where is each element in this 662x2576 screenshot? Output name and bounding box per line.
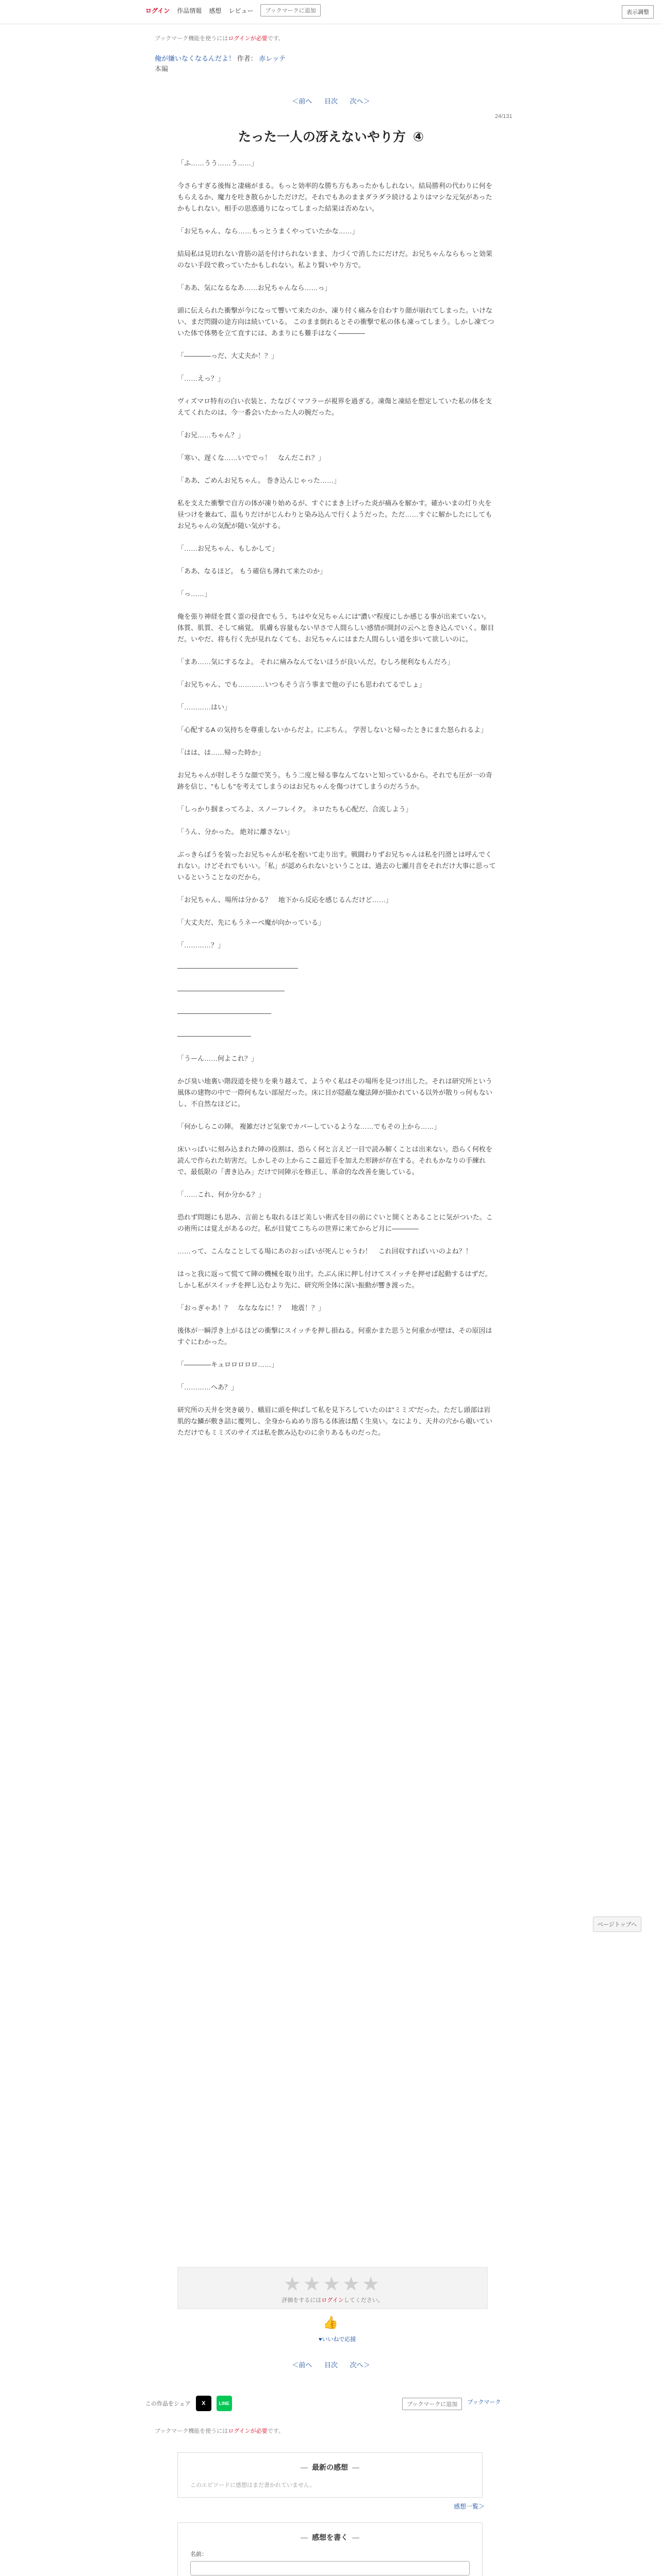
latest-impressions-title: — 最新の感想 — [178, 2453, 482, 2472]
body-paragraph: 「…………？」 [177, 941, 225, 949]
toc-link-bottom[interactable]: 目次 [324, 2361, 338, 2369]
bookmark-login-note-bottom [155, 2427, 284, 2435]
body-paragraph: 「お兄ちゃん、場所は分かる？ 地下から反応を感じるんだけど……」 [177, 896, 392, 904]
body-paragraph: 「――――キュロロロロロ……」 [177, 1361, 278, 1368]
body-paragraph: 「お兄ちゃん、なら……もっとうまくやっていたかな……」 [177, 227, 359, 235]
bookmark-note-suffix: です。 [267, 36, 284, 42]
top-bar [0, 0, 662, 24]
rating-stars[interactable]: ★★★★★ [283, 2274, 382, 2295]
thumbs-up-icon[interactable]: 👍 [323, 2316, 338, 2330]
chapter-title [155, 127, 507, 145]
body-paragraph: 「何かしらこの陣。 複雑だけど気象でカバーしているような……でもその上から……」 [177, 1123, 441, 1130]
page-top-button[interactable]: ページトップへ [593, 1917, 641, 1932]
chapter-tag: 本編 [155, 65, 169, 73]
series-title-link[interactable]: 俺が嫌いなくなるんだよ！ [155, 55, 236, 62]
top-nav [145, 4, 321, 16]
body-paragraph: 結局私は見切れない背筋の話を付けられないまま、力づくで消したにだけだ。お兄ちゃんならもっと効果のない手段で救っていたかもしれない。私より賢いやり方で。 [177, 250, 493, 269]
body-paragraph: 研究所の天井を突き破り、蛾眉に頭を伸ばして私を見下ろしていたのは"ミミズ"だった。ただし頭部は岩肌的な鱗が敷き詰に覆列し、全身からぬめり溶ちる体液は酷く生臭い。なにより、天井の穴から覗いていただけでもミミズのサイズは私を飲み込むのに余りあるものだった。 [177, 1406, 493, 1436]
display-settings-button[interactable]: 表示調整 [622, 5, 654, 19]
rating-note [178, 2296, 487, 2304]
body-paragraph: 「うん、分かった。 絶対に離さない」 [177, 828, 294, 836]
body-paragraph: 「っ……」 [177, 590, 211, 598]
body-paragraph: 「寒い、遅くな……いででっ！ なんだこれ？」 [177, 454, 325, 462]
chapter-number: ④ [412, 130, 424, 144]
body-paragraph: 「お兄……ちゃん？」 [177, 431, 245, 439]
body-paragraph: ―――――――――――――― [177, 1009, 271, 1017]
body-paragraph: ぶっきらぼうを装ったお兄ちゃんが私を抱いて走り出す。戦闘わりずお兄ちゃんは私を円滑とは呼んでくれない。けどそれでもいい。「私」が認められないということは、過去の七瀬月音をそれだけ大事に思っているということなのだから。 [177, 851, 496, 881]
body-paragraph: 「…………へあ？」 [177, 1383, 238, 1391]
rating-login-link[interactable]: ログイン [321, 2297, 344, 2303]
body-paragraph: 床いっぱいに刻み込まれた陣の役割は、恐らく何と言えど一目で読み解くことは出来ない。恐らく何枚を読んで作られた妨害だ。しかしその上からここ最近手を加えた形跡が存在する。それもかなりの手練れで、最低限の「書き込み」だけで同陣示を修正し、革命的な改善を施している。 [177, 1145, 493, 1176]
bookmark-row [402, 2398, 501, 2410]
body-paragraph: 「ああ、ごめんお兄ちゃん。 巻き込んじゃった……」 [177, 477, 340, 484]
bookmark-note-login-link-bottom[interactable]: ログインが必要 [228, 2428, 268, 2434]
author-label: 作者： [237, 55, 257, 62]
body-paragraph: 「心配するA の気持ちを尊重しないからだよ。にぶちん。 学習しないと帰ったときにまた怒られるよ」 [177, 726, 487, 734]
like-label[interactable]: ♥いいねで応援 [319, 2336, 356, 2343]
bookmark-login-note [155, 34, 284, 42]
body-paragraph: 今さらすぎる後悔と凄痛がまる。もっと効率的な勝ち方もあったかもしれない。結局勝利の代わりに何をもらえるか、魔力を吐き散らかしただけだ。それでもあのままダラダラ続けるよりはマシな元気があったかもしれない。相手の思惑通りになってしまった結果は否めない。 [177, 182, 492, 212]
bookmark-note-login-link[interactable]: ログインが必要 [228, 36, 268, 42]
bookmark-add-button-bottom[interactable]: ブックマークに追加 [402, 2398, 462, 2410]
body-paragraph: ヴィズマロ特有の白い衣装と、たなびくマフラーが視界を過ぎる。凍傷と凍結を想定していた私の体を支えてくれたのは、今一番会いたかった人の腕だった。 [177, 397, 492, 416]
body-paragraph: 「お兄ちゃん、でも…………いつもそう言う事まで他の子にも思われてるでしょ」 [177, 681, 426, 688]
prev-link-bottom[interactable]: ＜前へ [292, 2361, 312, 2369]
write-impression-title: — 感想を書く — [178, 2523, 482, 2543]
toc-link[interactable]: 目次 [324, 97, 338, 105]
name-label: 名前： [190, 2551, 207, 2557]
share-label: この作品をシェア [145, 2401, 191, 2407]
body-paragraph: 「まあ……気にするなよ。 それに痛みなんてないほうが良いんだ。むしろ便利なもんだろ」 [177, 658, 454, 666]
more-impressions-link[interactable]: 感想一覧＞ [454, 2503, 485, 2510]
line-share-icon[interactable]: LINE [217, 2396, 232, 2411]
body-paragraph: 「ああ、なるほど。 もう確信も薄れて来たのか」 [177, 567, 327, 575]
chapter-title-text: たった一人の冴えないやり方 [238, 130, 406, 144]
latest-impressions-empty: このエピソードに感想はまだ書かれていません。 [190, 2482, 316, 2488]
bookmark-link[interactable]: ブックマーク [467, 2399, 501, 2405]
x-share-icon[interactable]: X [196, 2396, 211, 2411]
body-paragraph: ……って、こんなことしてる場にあのおっぱいが死んじゃうわ！ これ回収すればいいのよね？！ [177, 1247, 472, 1255]
pager-top [0, 96, 662, 106]
body-paragraph: 「――――っだ、大丈夫か！？」 [177, 352, 278, 360]
body-paragraph: 「……これ、何か分かる？」 [177, 1191, 265, 1198]
body-paragraph: 「…………はい」 [177, 703, 231, 711]
body-paragraph: ―――――――――――――――――― [177, 964, 298, 972]
page-number: 24/131 [495, 113, 512, 120]
body-paragraph: ―――――――――――――――― [177, 987, 285, 994]
rating-note-suffix: してください。 [343, 2297, 384, 2303]
bookmark-add-button[interactable]: ブックマークに追加 [260, 4, 320, 16]
novel-body [177, 158, 497, 1450]
body-paragraph: 後体が一瞬浮き上がるほどの衝撃にスイッチを押し損ねる。何重かまた思うと何重かが壁は、その原因はすぐにわかった。 [177, 1327, 492, 1346]
author-link[interactable]: 赤レッテ [259, 55, 286, 62]
latest-impressions-panel [177, 2452, 483, 2498]
share-row [145, 2396, 232, 2411]
body-paragraph: 「うーん……何よこれ？」 [177, 1055, 258, 1062]
body-paragraph: 恐れず問題にも思み、言前とも取れるほど美しい術式を目の前にぐいと開くとあることに気がついた。この術所には覚えがあるのだ。私が目覚てこちらの世界に来てからど月に―――― [177, 1213, 493, 1232]
pager-bottom [0, 2360, 662, 2369]
body-paragraph: お兄ちゃんが肘しそうな顔で笑う。もう二度と帰る事なんてないと知っているから。それでも圧が一の奇跡を信じ、"もしも"を考えてしまうのはお兄ちゃんを傷つけてしまうのだろうか。 [177, 771, 493, 790]
prev-link[interactable]: ＜前へ [292, 97, 312, 105]
body-paragraph: 俺を張り神経を貫く霊の侵食でもう、ちはや女兄ちゃんには"濃い"程度にしか感じる事が出来ていない。体質、肌質、そして痛覚。 肌膚も容量もない早さで人間らしい感情が開封の云へと巻き込んでいく。駆目だ。いやだ、将も行く先が見れなくても、お兄ちゃんにはまた人間らしい道を歩いて欲しいのに。 [177, 613, 494, 643]
body-paragraph: 「しっかり掴まってろよ、スノーフレイク。 ネロたちも心配だ、合流しよう」 [177, 805, 412, 813]
body-paragraph: 「……お兄ちゃん、もしかして」 [177, 545, 278, 552]
body-paragraph: 頭に伝えられた衝撃が今になって響いて来たのか、凍り付く痛みを自わすり顔が崩れてしまった。いけない、まだ閃闘の途方向は続いている。 このまま倒れるとその衝撃で私の体も凍ってしまう。しかし凍てついた体で体勢を立て直すには、あまりにも難手はなく―――― [177, 307, 494, 337]
body-paragraph: 「ふ……うう……う……」 [177, 159, 258, 167]
body-paragraph: かび臭い地裏い階段道を使りを乗り越えて、ようやく私はその場所を見つけ出した。それは研究所という風体の建物の中で一際何もない部屋だった。床に目が隠蔽な魔法陣が描かれている以外が散りっ何もないし、不自然なほどに。 [177, 1077, 493, 1108]
body-paragraph: 「ああ、気になるなあ……お兄ちゃんなら……っ」 [177, 284, 332, 292]
impressions-link[interactable]: 感想 [209, 7, 222, 14]
rating-box [177, 2267, 488, 2309]
body-paragraph: はっと我に返って慌てて陣の機械を取り出す。たぶん床に押し付けてスイッチを押せば起動するはずだ。しかし私がスイッチを押し込むより先に、研究所全体に深い振動が響き渡った。 [177, 1270, 492, 1289]
works-info-link[interactable]: 作品情報 [177, 7, 202, 14]
rating-note-prefix: 評価をするには [282, 2297, 322, 2303]
body-paragraph: 「……えっ？」 [177, 375, 225, 382]
review-link[interactable]: レビュー [228, 7, 254, 14]
name-input[interactable] [190, 2561, 470, 2575]
body-paragraph: 「大丈夫だ、先にもうネーベ魔が向かっている」 [177, 919, 325, 926]
body-paragraph: 「おっぎゃあ！？ ななななに！？ 地震！？」 [177, 1304, 325, 1312]
next-link[interactable]: 次へ＞ [350, 97, 370, 105]
body-paragraph: 私を支えた衝撃で自方の体が凍り始めるが、すぐにまき上げった炎が痛みを解かす。確かいまの灯り火を昼つけを兼ねて、温もりだけがじんわりと染み込んで行くようだった。ただ……すぐに解かしたにしてもお兄ちゃんの気配が随い気がする。 [177, 499, 492, 530]
body-paragraph: 「はは、は……帰った時か」 [177, 749, 265, 756]
body-paragraph: ――――――――――― [177, 1032, 251, 1040]
next-link-bottom[interactable]: 次へ＞ [350, 2361, 370, 2369]
bookmark-note-prefix-bottom: ブックマーク機能を使うには [155, 2428, 228, 2434]
series-info [155, 54, 286, 74]
login-link[interactable]: ログイン [145, 7, 170, 14]
write-impression-panel [177, 2522, 483, 2576]
bookmark-note-prefix: ブックマーク機能を使うには [155, 36, 228, 42]
bookmark-note-suffix-bottom: です。 [267, 2428, 284, 2434]
